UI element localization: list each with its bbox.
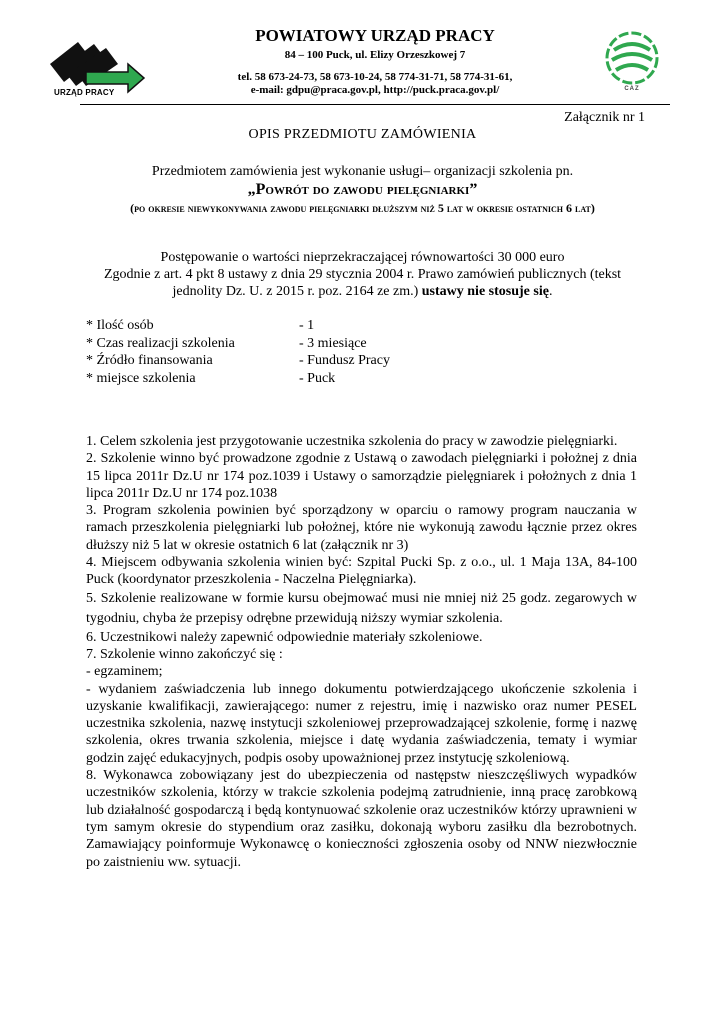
procedure-value: Postępowanie o wartości nieprzekraczającej równowartości 30 000 euro <box>160 250 565 265</box>
param-row: * miejsce szkolenia - Puck <box>86 370 336 386</box>
parameters-list <box>86 317 390 387</box>
procedure-legal-basis: Zgodnie z art. 4 pkt 8 ustawy z dnia 29 stycznia 2004 r. Prawo zamówień publicznych (tekst jednolity Dz. U. z 2015 r. poz. 2164 ze zm.) ustawy nie stosuje się. <box>103 267 622 299</box>
letterhead <box>150 26 600 97</box>
paragraph: 7. Szkolenie winno zakończyć się : <box>86 646 283 662</box>
paragraph: 6. Uczestnikowi należy zapewnić odpowiednie materiały szkoleniowe. <box>86 629 483 645</box>
procedure-bold: ustawy nie stosuje się <box>421 284 549 299</box>
subject-intro: Przedmiotem zamówienia jest wykonanie usługi– organizacji szkolenia pn. <box>151 164 574 179</box>
param-row: * Źródło finansowania - Fundusz Pracy <box>86 353 390 368</box>
training-name: „Powrót do zawodu pielęgniarki” <box>247 181 478 198</box>
paragraph: 1. Celem szkolenia jest przygotowanie uczestnika szkolenia do pracy w zawodzie pielęgniarki. <box>86 434 618 449</box>
org-phones: tel. 58 673-24-73, 58 673-10-24, 58 774-31-71, 58 774-31-61, <box>237 71 513 83</box>
logo-caption: URZĄD PRACY <box>54 88 115 97</box>
training-note: (po okresie niewykonywania zawodu pielęgniarki dłuższym niż 5 lat w okresie ostatnich 6 lat) <box>130 201 595 215</box>
document-title: OPIS PRZEDMIOTU ZAMÓWIENIA <box>248 127 477 142</box>
header-divider <box>80 104 670 105</box>
org-address: 84 – 100 Puck, ul. Elizy Orzeszkowej 7 <box>284 49 466 61</box>
procedure-statement <box>80 249 645 300</box>
paragraph: - wydaniem zaświadczenia lub innego dokumentu potwierdzającego ukończenie szkolenia i uzyskanie kwalifikacji, zawierającego: numer z rejestru, imię i nazwisko oraz numer PESEL uczestnika szkolenia, nazwę instytucji szkoleniowej przeprowadzającej szkolenie, formę i nazwę szkolenia, okres trwania szkolenia, miejsce i datę wydania zaświadczenia, tematy i wymiar godzin zajęć edukacyjnych, podpis osoby upoważnionej przez instytucję szkoleniową. <box>86 681 637 766</box>
globe-icon <box>604 30 660 86</box>
param-row: * Czas realizacji szkolenia - 3 miesiące <box>86 335 367 351</box>
param-row: * Ilość osób - 1 <box>86 318 315 333</box>
org-contact: e-mail: gdpu@praca.gov.pl, http://puck.praca.gov.pl/ <box>250 84 500 96</box>
annex-label: Załącznik nr 1 <box>564 110 645 125</box>
caz-caption: CAZ <box>624 86 640 92</box>
requirements-body <box>86 433 637 871</box>
paragraph: 2. Szkolenie winno być prowadzone zgodnie z Ustawą o zawodach pielęgniarki i położnej z dnia 15 lipca 2011r Dz.U nr 174 poz.1039 i Ustawy o samorządzie pielęgniarek i położnych z dnia 1 lipca 2011r Dz.U nr 174 poz.1038 <box>86 451 637 501</box>
caz-logo <box>604 30 664 96</box>
paragraph: 3. Program szkolenia powinien być sporządzony w oparciu o ramowy program nauczania w ramach przeszkolenia pielęgniarki lub położnej, które nie wykonują zawodu łącznie przez okres dłuższy niż 5 lat w okresie ostatnich 6 lat (załącznik nr 3) <box>86 503 637 553</box>
pup-logo <box>48 34 153 104</box>
paragraph: 4. Miejscem odbywania szkolenia winien być: Szpital Pucki Sp. z o.o., ul. 1 Maja 13A, 84-100 Puck (koordynator przeszkolenia - Naczelna Pielęgniarka). <box>86 555 637 588</box>
paragraph: - egzaminem; <box>86 664 163 680</box>
paragraph: 5. Szkolenie realizowane w formie kursu obejmować musi nie mniej niż 25 godz. zegarowych w tygodniu, chyba że przepisy odrębne przewidują niższy wymiar szkolenia. <box>86 590 637 626</box>
org-name: POWIATOWY URZĄD PRACY <box>255 26 495 45</box>
paragraph: 8. Wykonawca zobowiązany jest do ubezpieczenia od następstw nieszczęśliwych wypadków uczestników szkolenia, którzy w trakcie szkolenia podejmą zatrudnienie, inną pracę zarobkową lub działalność gospodarczą i będą kontynuować szkolenie oraz uczestników którzy uprawnieni w tym samym okresie do stypendium oraz zasiłku, dokonają wyboru zasiłku dla bezrobotnych. Zamawiający poinformuje Wykonawcę o konieczności zgłoszenia osoby od NNW niezwłocznie po zaistnieniu ww. sytuacji. <box>86 768 637 870</box>
cards-arrow-icon <box>48 34 153 94</box>
